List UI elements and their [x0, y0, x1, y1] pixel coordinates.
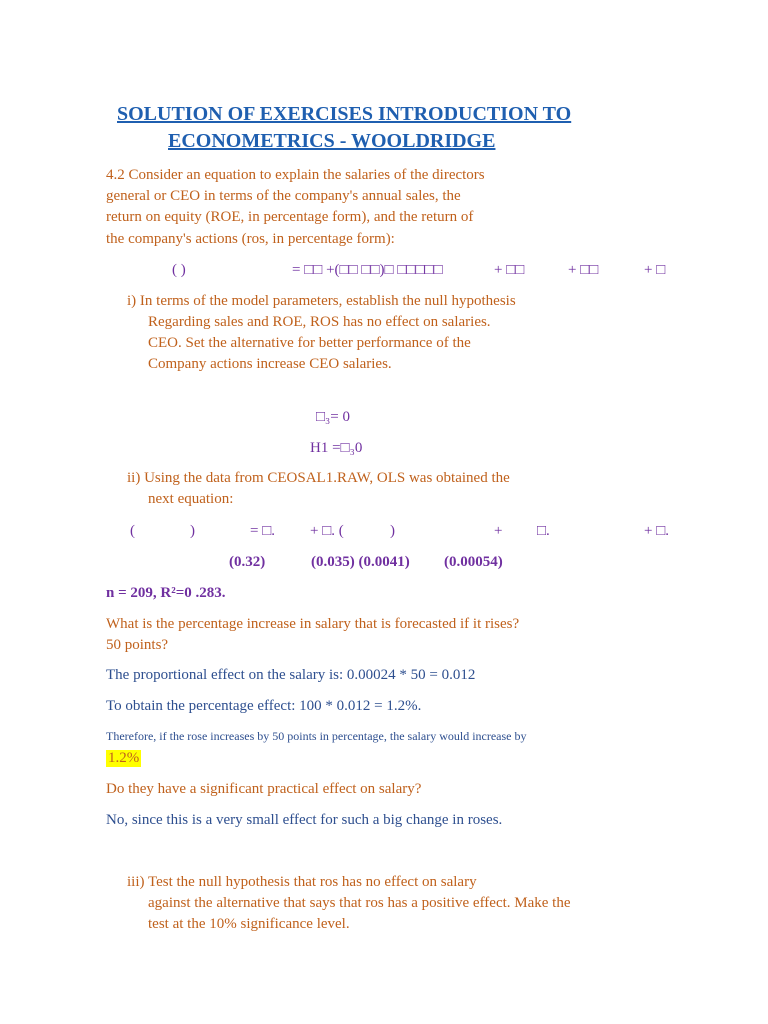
part-ii-line-1: ii) Using the data from CEOSAL1.RAW, OLS was obtained the [127, 470, 510, 486]
question-1-line-2: 50 points? [106, 637, 169, 653]
model-eq-term-1: = □□ +(□□ □□)□ □□□□□ [292, 262, 443, 278]
question-2: Do they have a significant practical effect on salary? [106, 781, 422, 797]
est-eq-term-1: = □. [250, 523, 276, 539]
part-iii-line-1: iii) Test the null hypothesis that ros has no effect on salary [127, 874, 477, 890]
title-line-2: ECONOMETRICS - WOOLDRIDGE [168, 130, 496, 152]
model-eq-term-2: + □□ [494, 262, 525, 278]
est-eq-term-3b: □. [537, 523, 550, 539]
question-1-line-1: What is the percentage increase in salary that is forecasted if it rises? [106, 616, 520, 632]
est-eq-lhs-open: ( [130, 523, 135, 539]
part-ii-line-2: next equation: [148, 491, 234, 507]
std-error-1: (0.32) [229, 554, 266, 570]
part-iii-line-3: test at the 10% significance level. [148, 916, 350, 932]
part-i-line-4: Company actions increase CEO salaries. [148, 356, 392, 372]
answer-1: The proportional effect on the salary is: 0.00024 * 50 = 0.012 [106, 667, 476, 683]
answer-3: Therefore, if the rose increases by 50 points in percentage, the salary would increase by [106, 729, 527, 743]
intro-line-1: 4.2 Consider an equation to explain the salaries of the directors [106, 167, 485, 183]
std-error-2: (0.035) (0.0041) [311, 554, 410, 570]
est-eq-term-2-close: ) [390, 523, 395, 539]
alternative-hypothesis: H1 =□₃0 [310, 440, 363, 456]
model-eq-lhs: ( ) [172, 262, 186, 278]
part-i-line-2: Regarding sales and ROE, ROS has no effect on salaries. [148, 314, 491, 330]
model-eq-term-3: + □□ [568, 262, 599, 278]
intro-line-3: return on equity (ROE, in percentage form), and the return of [106, 209, 474, 225]
intro-line-2: general or CEO in terms of the company's annual sales, the [106, 188, 461, 204]
part-iii-line-2: against the alternative that says that ros has a positive effect. Make the [148, 895, 571, 911]
est-eq-lhs-close: ) [190, 523, 195, 539]
est-eq-term-2: + □. ( [310, 523, 344, 539]
est-eq-term-3: + [494, 523, 503, 539]
answer-2: To obtain the percentage effect: 100 * 0.012 = 1.2%. [106, 698, 422, 714]
est-eq-term-4: + □. [644, 523, 670, 539]
answer-4: No, since this is a very small effect for such a big change in roses. [106, 812, 503, 828]
null-hypothesis: □₃= 0 [316, 409, 350, 425]
model-eq-term-4: + □ [644, 262, 666, 278]
std-error-3: (0.00054) [444, 554, 503, 570]
answer-3-highlight: 1.2% [108, 750, 140, 766]
title-line-1: SOLUTION OF EXERCISES INTRODUCTION TO [117, 103, 572, 125]
intro-line-4: the company's actions (ros, in percentage form): [106, 231, 395, 247]
regression-stats: n = 209, R²=0 .283. [106, 585, 226, 601]
part-i-line-1: i) In terms of the model parameters, establish the null hypothesis [127, 293, 516, 309]
part-i-line-3: CEO. Set the alternative for better performance of the [148, 335, 471, 351]
